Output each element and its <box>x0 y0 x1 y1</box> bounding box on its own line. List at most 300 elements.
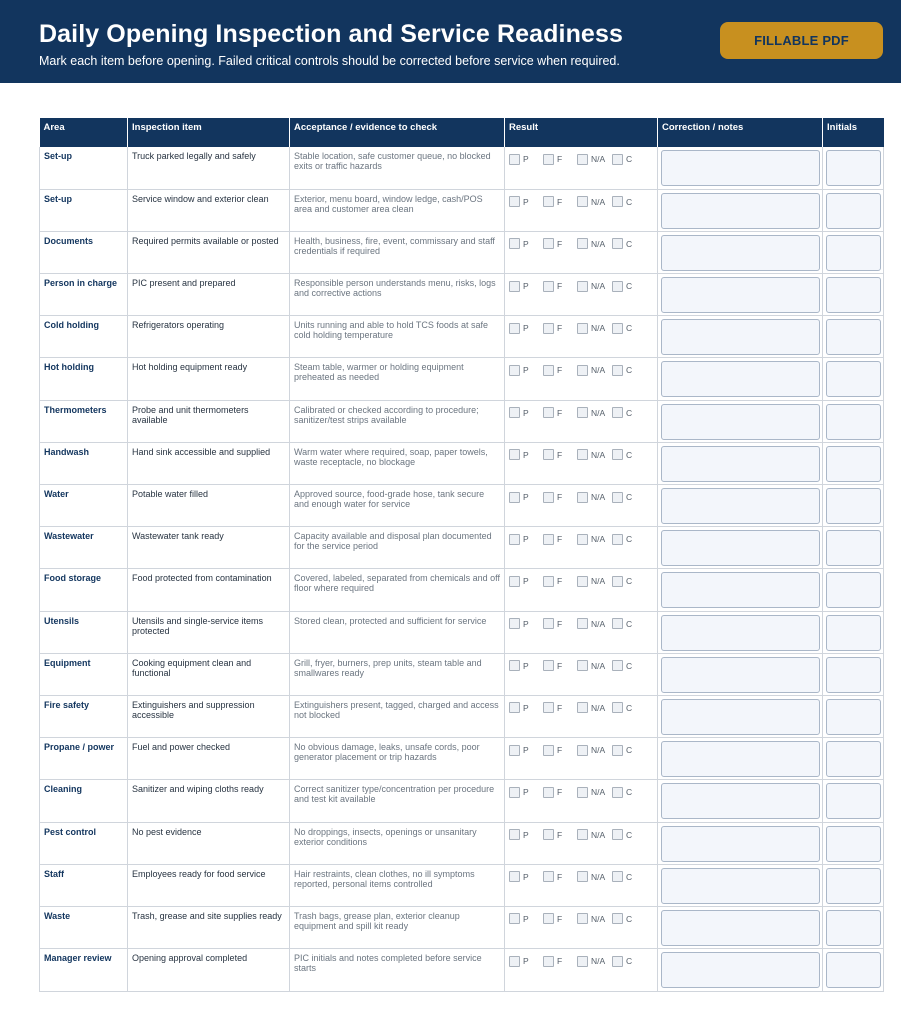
row-correction-cell <box>658 400 823 442</box>
result-option-label: F <box>557 618 563 629</box>
initials-field[interactable] <box>826 150 881 186</box>
result-checkbox-pass[interactable] <box>509 196 520 207</box>
result-option-label: P <box>523 829 529 840</box>
result-option-fail[interactable] <box>543 660 577 672</box>
correction-notes-field[interactable] <box>661 615 820 651</box>
result-checkbox-na[interactable] <box>577 492 588 503</box>
initials-field[interactable] <box>826 446 881 482</box>
row-result-options <box>505 864 658 906</box>
row-acceptance: No droppings, insects, openings or unsanitary exterior conditions <box>290 822 505 864</box>
correction-notes-field[interactable] <box>661 193 820 229</box>
result-option-na[interactable] <box>577 618 612 630</box>
result-option-pass[interactable] <box>509 744 543 756</box>
result-option-na[interactable] <box>577 744 612 756</box>
row-acceptance: Stable location, safe customer queue, no blocked exits or traffic hazards <box>290 147 505 189</box>
result-option-label: P <box>523 787 529 798</box>
result-option-na[interactable] <box>577 575 612 587</box>
row-acceptance: Capacity available and disposal plan documented for the service period <box>290 527 505 569</box>
result-option-pass[interactable] <box>509 618 543 630</box>
result-option-fail[interactable] <box>543 955 577 967</box>
result-checkbox-na[interactable] <box>577 365 588 376</box>
result-option-na[interactable] <box>577 660 612 672</box>
initials-field[interactable] <box>826 615 881 651</box>
table-row <box>40 274 884 316</box>
row-acceptance: Stored clean, protected and sufficient for service <box>290 611 505 653</box>
result-option-pass[interactable] <box>509 786 543 798</box>
result-checkbox-fail[interactable] <box>543 196 554 207</box>
correction-notes-field[interactable] <box>661 572 820 608</box>
result-option-label: P <box>523 154 529 164</box>
initials-field[interactable] <box>826 910 881 946</box>
result-option-na[interactable] <box>577 829 612 841</box>
result-option-corrected[interactable] <box>612 829 638 841</box>
result-option-corrected[interactable] <box>612 744 638 756</box>
result-checkbox-corrected[interactable] <box>612 956 623 967</box>
result-checkbox-pass[interactable] <box>509 238 520 249</box>
result-option-pass[interactable] <box>509 660 543 672</box>
result-option-label: N/A <box>591 365 606 376</box>
result-checkbox-pass[interactable] <box>509 787 520 798</box>
result-checkbox-pass[interactable] <box>509 660 520 671</box>
result-checkbox-na[interactable] <box>577 829 588 840</box>
row-inspection-item: Refrigerators operating <box>128 316 290 358</box>
correction-notes-field[interactable] <box>661 235 820 271</box>
result-option-corrected[interactable] <box>612 575 638 587</box>
result-option-fail[interactable] <box>543 618 577 630</box>
result-checkbox-pass[interactable] <box>509 407 520 418</box>
result-option-label: C <box>626 323 633 334</box>
row-area: Cold holding <box>40 316 128 358</box>
result-option-corrected[interactable] <box>612 449 638 461</box>
row-initials-cell <box>823 147 884 189</box>
result-checkbox-fail[interactable] <box>543 871 554 882</box>
row-area: Utensils <box>40 611 128 653</box>
result-checkbox-corrected[interactable] <box>612 449 623 460</box>
result-option-corrected[interactable] <box>612 618 638 630</box>
result-checkbox-fail[interactable] <box>543 281 554 292</box>
result-checkbox-corrected[interactable] <box>612 196 623 207</box>
result-checkbox-pass[interactable] <box>509 956 520 967</box>
row-area: Equipment <box>40 653 128 695</box>
result-checkbox-na[interactable] <box>577 407 588 418</box>
page-subtitle: Mark each item before opening. Failed critical controls should be corrected before service when required. <box>39 54 620 68</box>
row-correction-cell <box>658 274 823 316</box>
result-checkbox-na[interactable] <box>577 534 588 545</box>
result-option-corrected[interactable] <box>612 407 638 419</box>
result-checkbox-corrected[interactable] <box>612 534 623 545</box>
column-header-acceptance: Acceptance / evidence to check <box>290 118 505 147</box>
table-row <box>40 906 884 948</box>
result-checkbox-fail[interactable] <box>543 702 554 713</box>
result-option-corrected[interactable] <box>612 364 638 376</box>
result-checkbox-pass[interactable] <box>509 913 520 924</box>
initials-field[interactable] <box>826 572 881 608</box>
result-option-na[interactable] <box>577 786 612 798</box>
result-option-label: F <box>557 365 563 376</box>
result-checkbox-corrected[interactable] <box>612 745 623 756</box>
result-checkbox-pass[interactable] <box>509 323 520 334</box>
result-option-corrected[interactable] <box>612 491 638 503</box>
result-checkbox-na[interactable] <box>577 956 588 967</box>
row-acceptance: Correct sanitizer type/concentration per procedure and test kit available <box>290 780 505 822</box>
row-acceptance: Covered, labeled, separated from chemicals and off floor where required <box>290 569 505 611</box>
row-inspection-item: Probe and unit thermometers available <box>128 400 290 442</box>
result-checkbox-corrected[interactable] <box>612 492 623 503</box>
result-option-na[interactable] <box>577 533 612 545</box>
result-option-fail[interactable] <box>543 871 577 883</box>
result-option-label: P <box>523 702 529 713</box>
row-initials-cell <box>823 569 884 611</box>
result-option-corrected[interactable] <box>612 280 638 292</box>
row-correction-cell <box>658 653 823 695</box>
row-area: Fire safety <box>40 695 128 737</box>
result-checkbox-na[interactable] <box>577 618 588 629</box>
result-option-pass[interactable] <box>509 196 543 208</box>
result-option-label: C <box>626 660 633 671</box>
row-result-options <box>505 316 658 358</box>
result-option-na[interactable] <box>577 955 612 967</box>
result-option-label: N/A <box>591 238 606 249</box>
result-option-corrected[interactable] <box>612 702 638 714</box>
result-option-pass[interactable] <box>509 238 543 250</box>
row-area: Set-up <box>40 189 128 231</box>
result-option-fail[interactable] <box>543 575 577 587</box>
row-inspection-item: Extinguishers and suppression accessible <box>128 695 290 737</box>
result-checkbox-fail[interactable] <box>543 407 554 418</box>
result-checkbox-fail[interactable] <box>543 323 554 334</box>
result-option-pass[interactable] <box>509 533 543 545</box>
initials-field[interactable] <box>826 826 881 862</box>
initials-field[interactable] <box>826 193 881 229</box>
result-checkbox-corrected[interactable] <box>612 323 623 334</box>
result-checkbox-fail[interactable] <box>543 154 554 165</box>
row-correction-cell <box>658 822 823 864</box>
row-initials-cell <box>823 906 884 948</box>
result-option-fail[interactable] <box>543 407 577 419</box>
row-area: Wastewater <box>40 527 128 569</box>
result-option-na[interactable] <box>577 491 612 503</box>
result-option-pass[interactable] <box>509 153 543 165</box>
result-option-fail[interactable] <box>543 238 577 250</box>
result-option-fail[interactable] <box>543 280 577 292</box>
result-option-na[interactable] <box>577 364 612 376</box>
result-checkbox-pass[interactable] <box>509 449 520 460</box>
row-result-options <box>505 780 658 822</box>
row-correction-cell <box>658 569 823 611</box>
row-correction-cell <box>658 189 823 231</box>
result-option-label: N/A <box>591 871 606 882</box>
correction-notes-field[interactable] <box>661 910 820 946</box>
result-checkbox-na[interactable] <box>577 323 588 334</box>
table-row <box>40 864 884 906</box>
row-area: Propane / power <box>40 738 128 780</box>
result-checkbox-pass[interactable] <box>509 365 520 376</box>
result-option-label: C <box>626 365 633 376</box>
initials-field[interactable] <box>826 235 881 271</box>
result-option-label: F <box>557 702 563 713</box>
result-option-pass[interactable] <box>509 280 543 292</box>
row-result-options <box>505 653 658 695</box>
correction-notes-field[interactable] <box>661 657 820 693</box>
row-initials-cell <box>823 738 884 780</box>
result-option-fail[interactable] <box>543 449 577 461</box>
result-option-fail[interactable] <box>543 533 577 545</box>
result-checkbox-pass[interactable] <box>509 576 520 587</box>
column-header-correction-notes: Correction / notes <box>658 118 823 147</box>
result-option-pass[interactable] <box>509 449 543 461</box>
result-option-na[interactable] <box>577 702 612 714</box>
result-option-na[interactable] <box>577 407 612 419</box>
result-checkbox-pass[interactable] <box>509 492 520 503</box>
correction-notes-field[interactable] <box>661 404 820 440</box>
result-option-pass[interactable] <box>509 491 543 503</box>
result-option-label: F <box>557 576 563 587</box>
result-checkbox-na[interactable] <box>577 238 588 249</box>
initials-field[interactable] <box>826 530 881 566</box>
row-result-options <box>505 442 658 484</box>
result-option-pass[interactable] <box>509 322 543 334</box>
result-option-corrected[interactable] <box>612 871 638 883</box>
correction-notes-field[interactable] <box>661 826 820 862</box>
row-result-options <box>505 695 658 737</box>
result-checkbox-na[interactable] <box>577 196 588 207</box>
result-checkbox-corrected[interactable] <box>612 576 623 587</box>
result-checkbox-na[interactable] <box>577 154 588 165</box>
row-correction-cell <box>658 906 823 948</box>
result-checkbox-corrected[interactable] <box>612 238 623 249</box>
result-checkbox-pass[interactable] <box>509 154 520 165</box>
result-checkbox-na[interactable] <box>577 660 588 671</box>
result-checkbox-fail[interactable] <box>543 238 554 249</box>
result-checkbox-fail[interactable] <box>543 449 554 460</box>
result-option-na[interactable] <box>577 280 612 292</box>
row-result-options <box>505 274 658 316</box>
result-checkbox-na[interactable] <box>577 576 588 587</box>
table-row <box>40 316 884 358</box>
result-checkbox-fail[interactable] <box>543 913 554 924</box>
row-initials-cell <box>823 780 884 822</box>
row-initials-cell <box>823 864 884 906</box>
result-checkbox-na[interactable] <box>577 913 588 924</box>
initials-field[interactable] <box>826 277 881 313</box>
result-option-label: C <box>626 829 633 840</box>
result-checkbox-pass[interactable] <box>509 534 520 545</box>
correction-notes-field[interactable] <box>661 530 820 566</box>
result-checkbox-fail[interactable] <box>543 660 554 671</box>
fillable-pdf-badge: FILLABLE PDF <box>720 22 883 59</box>
table-row <box>40 189 884 231</box>
result-checkbox-na[interactable] <box>577 449 588 460</box>
row-inspection-item: Truck parked legally and safely <box>128 147 290 189</box>
result-option-na[interactable] <box>577 238 612 250</box>
result-option-label: F <box>557 787 563 798</box>
result-option-label: N/A <box>591 745 606 756</box>
initials-field[interactable] <box>826 657 881 693</box>
result-option-label: C <box>626 956 633 967</box>
result-checkbox-na[interactable] <box>577 702 588 713</box>
correction-notes-field[interactable] <box>661 699 820 735</box>
result-checkbox-fail[interactable] <box>543 534 554 545</box>
result-checkbox-corrected[interactable] <box>612 365 623 376</box>
result-checkbox-na[interactable] <box>577 281 588 292</box>
row-initials-cell <box>823 316 884 358</box>
initials-field[interactable] <box>826 488 881 524</box>
result-option-corrected[interactable] <box>612 913 638 925</box>
correction-notes-field[interactable] <box>661 741 820 777</box>
result-checkbox-pass[interactable] <box>509 829 520 840</box>
row-initials-cell <box>823 189 884 231</box>
result-checkbox-na[interactable] <box>577 745 588 756</box>
row-acceptance: No obvious damage, leaks, unsafe cords, poor generator placement or trip hazards <box>290 738 505 780</box>
result-option-pass[interactable] <box>509 575 543 587</box>
result-checkbox-fail[interactable] <box>543 365 554 376</box>
result-checkbox-fail[interactable] <box>543 956 554 967</box>
correction-notes-field[interactable] <box>661 150 820 186</box>
result-option-pass[interactable] <box>509 829 543 841</box>
correction-notes-field[interactable] <box>661 952 820 988</box>
result-checkbox-corrected[interactable] <box>612 618 623 629</box>
result-option-fail[interactable] <box>543 153 577 165</box>
result-option-fail[interactable] <box>543 829 577 841</box>
result-option-na[interactable] <box>577 913 612 925</box>
correction-notes-field[interactable] <box>661 868 820 904</box>
row-inspection-item: PIC present and prepared <box>128 274 290 316</box>
initials-field[interactable] <box>826 952 881 988</box>
result-checkbox-corrected[interactable] <box>612 702 623 713</box>
row-correction-cell <box>658 358 823 400</box>
result-checkbox-fail[interactable] <box>543 492 554 503</box>
row-initials-cell <box>823 822 884 864</box>
correction-notes-field[interactable] <box>661 361 820 397</box>
result-option-pass[interactable] <box>509 364 543 376</box>
row-area: Waste <box>40 906 128 948</box>
result-checkbox-pass[interactable] <box>509 281 520 292</box>
result-option-pass[interactable] <box>509 955 543 967</box>
result-checkbox-na[interactable] <box>577 787 588 798</box>
row-result-options <box>505 527 658 569</box>
correction-notes-field[interactable] <box>661 446 820 482</box>
result-option-corrected[interactable] <box>612 786 638 798</box>
result-option-corrected[interactable] <box>612 153 638 165</box>
result-option-label: N/A <box>591 534 606 545</box>
result-checkbox-fail[interactable] <box>543 787 554 798</box>
result-option-pass[interactable] <box>509 871 543 883</box>
result-option-fail[interactable] <box>543 786 577 798</box>
result-option-fail[interactable] <box>543 196 577 208</box>
row-correction-cell <box>658 147 823 189</box>
row-inspection-item: Cooking equipment clean and functional <box>128 653 290 695</box>
result-option-label: N/A <box>591 407 606 418</box>
result-checkbox-corrected[interactable] <box>612 281 623 292</box>
correction-notes-field[interactable] <box>661 488 820 524</box>
result-checkbox-corrected[interactable] <box>612 829 623 840</box>
result-option-na[interactable] <box>577 153 612 165</box>
result-checkbox-corrected[interactable] <box>612 660 623 671</box>
result-option-fail[interactable] <box>543 491 577 503</box>
result-checkbox-fail[interactable] <box>543 829 554 840</box>
result-checkbox-pass[interactable] <box>509 871 520 882</box>
result-option-fail[interactable] <box>543 364 577 376</box>
row-acceptance: Units running and able to hold TCS foods at safe cold holding temperature <box>290 316 505 358</box>
result-checkbox-corrected[interactable] <box>612 787 623 798</box>
result-checkbox-corrected[interactable] <box>612 407 623 418</box>
correction-notes-field[interactable] <box>661 277 820 313</box>
result-option-label: N/A <box>591 787 606 798</box>
result-option-na[interactable] <box>577 196 612 208</box>
initials-field[interactable] <box>826 404 881 440</box>
result-option-fail[interactable] <box>543 702 577 714</box>
result-option-na[interactable] <box>577 322 612 334</box>
result-option-label: P <box>523 365 529 376</box>
result-checkbox-pass[interactable] <box>509 702 520 713</box>
column-header-result: Result <box>505 118 658 147</box>
table-row <box>40 147 884 189</box>
row-area: Handwash <box>40 442 128 484</box>
result-checkbox-fail[interactable] <box>543 745 554 756</box>
initials-field[interactable] <box>826 319 881 355</box>
result-option-na[interactable] <box>577 449 612 461</box>
initials-field[interactable] <box>826 361 881 397</box>
result-option-label: P <box>523 871 529 882</box>
result-option-na[interactable] <box>577 871 612 883</box>
result-option-fail[interactable] <box>543 913 577 925</box>
result-option-corrected[interactable] <box>612 533 638 545</box>
initials-field[interactable] <box>826 741 881 777</box>
result-checkbox-pass[interactable] <box>509 745 520 756</box>
result-checkbox-corrected[interactable] <box>612 913 623 924</box>
result-option-fail[interactable] <box>543 322 577 334</box>
row-correction-cell <box>658 611 823 653</box>
initials-field[interactable] <box>826 868 881 904</box>
result-option-corrected[interactable] <box>612 322 638 334</box>
row-result-options <box>505 147 658 189</box>
row-acceptance: Grill, fryer, burners, prep units, steam table and smallwares ready <box>290 653 505 695</box>
result-option-label: F <box>557 281 563 292</box>
result-option-pass[interactable] <box>509 407 543 419</box>
correction-notes-field[interactable] <box>661 319 820 355</box>
initials-field[interactable] <box>826 699 881 735</box>
result-option-label: N/A <box>591 956 606 967</box>
table-row <box>40 695 884 737</box>
result-option-fail[interactable] <box>543 744 577 756</box>
row-acceptance: PIC initials and notes completed before service starts <box>290 949 505 992</box>
row-area: Food storage <box>40 569 128 611</box>
result-checkbox-corrected[interactable] <box>612 154 623 165</box>
result-checkbox-pass[interactable] <box>509 618 520 629</box>
result-checkbox-fail[interactable] <box>543 618 554 629</box>
result-option-pass[interactable] <box>509 702 543 714</box>
result-option-label: C <box>626 534 633 545</box>
result-option-corrected[interactable] <box>612 238 638 250</box>
result-checkbox-fail[interactable] <box>543 576 554 587</box>
result-option-corrected[interactable] <box>612 955 638 967</box>
result-option-corrected[interactable] <box>612 660 638 672</box>
result-option-label: N/A <box>591 576 606 587</box>
result-option-label: C <box>626 154 633 164</box>
initials-field[interactable] <box>826 783 881 819</box>
result-option-pass[interactable] <box>509 913 543 925</box>
row-inspection-item: Trash, grease and site supplies ready <box>128 906 290 948</box>
table-row <box>40 442 884 484</box>
row-area: Staff <box>40 864 128 906</box>
result-checkbox-na[interactable] <box>577 871 588 882</box>
result-checkbox-corrected[interactable] <box>612 871 623 882</box>
result-option-label: N/A <box>591 618 606 629</box>
correction-notes-field[interactable] <box>661 783 820 819</box>
result-option-corrected[interactable] <box>612 196 638 208</box>
result-option-label: N/A <box>591 660 606 671</box>
result-option-label: N/A <box>591 154 606 164</box>
